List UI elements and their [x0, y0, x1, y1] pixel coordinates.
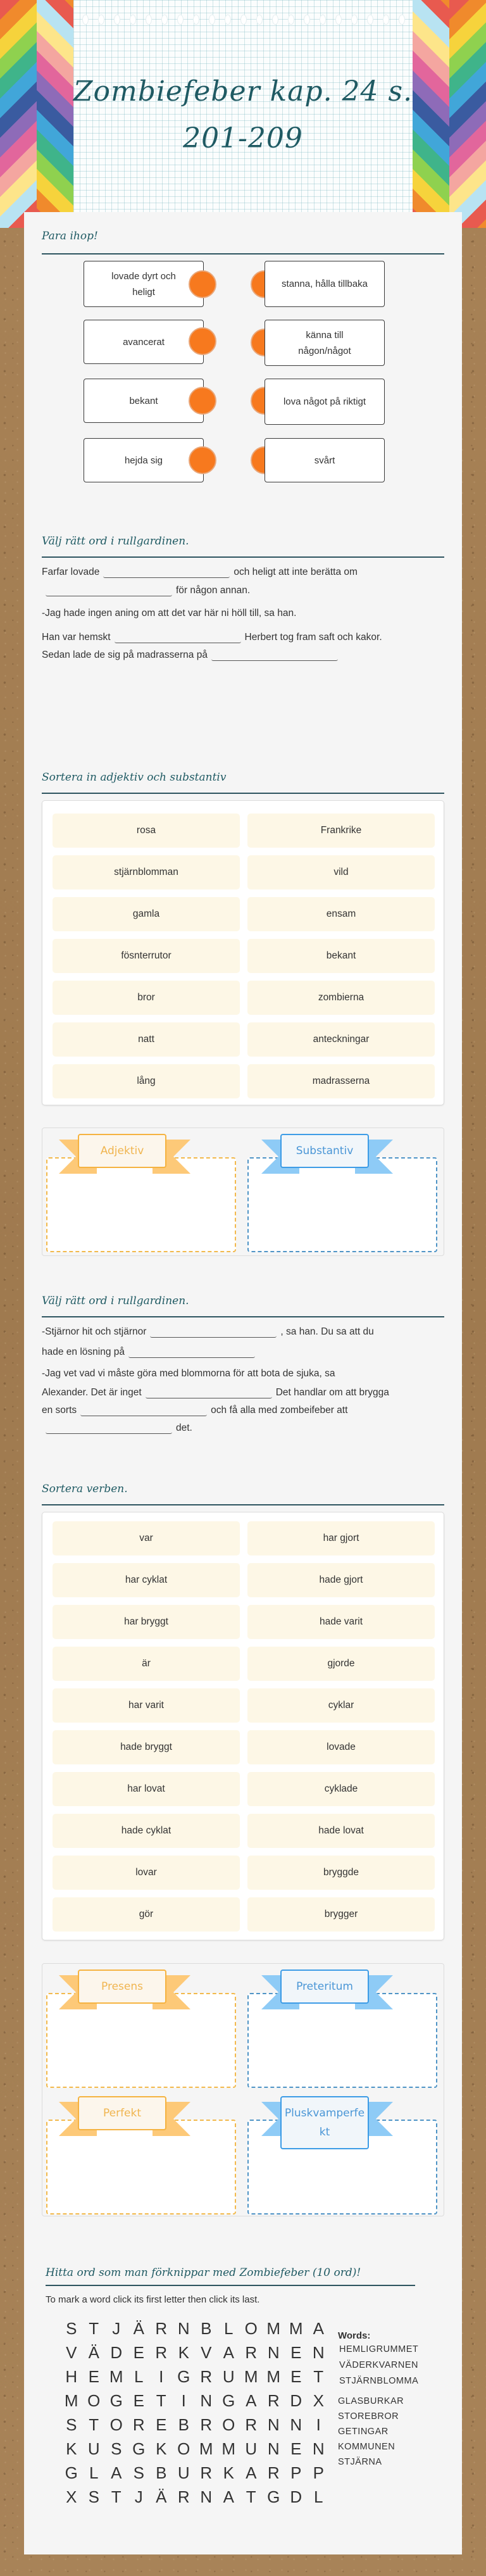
draggable-tile[interactable]: hade bryggt: [53, 1730, 240, 1764]
match-connector-dot[interactable]: [189, 446, 216, 474]
cloze2-title: Välj rätt ord i rullgardinen.: [42, 1295, 189, 1307]
draggable-tile[interactable]: har cyklat: [53, 1563, 240, 1597]
wordsearch-letter[interactable]: G: [177, 2367, 190, 2386]
wordsearch-letter[interactable]: N: [200, 2487, 213, 2506]
wordsearch-letter[interactable]: G: [222, 2391, 235, 2410]
dropdown-blank[interactable]: [211, 650, 338, 661]
wordsearch-letter[interactable]: R: [200, 2367, 213, 2386]
word-list-item: STJÄRNA: [338, 2457, 382, 2467]
dropdown-blank[interactable]: [46, 585, 172, 596]
wordsearch-letter[interactable]: R: [155, 2343, 168, 2362]
sort1-title: Sortera in adjektiv och substantiv: [42, 771, 227, 784]
dropdown-blank[interactable]: [80, 1405, 207, 1416]
draggable-tile[interactable]: stjärnblomman: [53, 855, 240, 889]
wordsearch-letter[interactable]: H: [65, 2367, 78, 2386]
wordsearch-letter[interactable]: O: [177, 2439, 190, 2458]
wordsearch-letter[interactable]: D: [290, 2391, 302, 2410]
section-divider: [46, 2285, 415, 2286]
match-connector-dot[interactable]: [189, 327, 216, 355]
section-divider: [42, 1504, 444, 1505]
section-divider: [42, 793, 444, 794]
wordsearch-letter[interactable]: D: [110, 2343, 123, 2362]
word-list-item: HEMLIGRUMMET: [339, 2344, 419, 2354]
dropdown-blank[interactable]: [103, 567, 230, 578]
words-list-title: Words:: [338, 2330, 371, 2341]
bin-label-perfekt: Perfekt: [78, 2096, 166, 2130]
draggable-tile[interactable]: anteckningar: [247, 1022, 435, 1057]
sort2-title: Sortera verben.: [42, 1483, 128, 1495]
wordsearch-letter[interactable]: G: [267, 2487, 280, 2506]
wordsearch-letter[interactable]: E: [133, 2391, 144, 2410]
wordsearch-letter[interactable]: N: [290, 2415, 302, 2434]
wordsearch-letter[interactable]: L: [224, 2319, 234, 2338]
wordsearch-letter[interactable]: K: [223, 2463, 234, 2482]
sort2-tile-container: [42, 1512, 444, 1940]
wordsearch-letter[interactable]: E: [290, 2343, 302, 2362]
wordsearch-letter[interactable]: T: [89, 2415, 99, 2434]
wordsearch-letter[interactable]: L: [314, 2487, 323, 2506]
wordsearch-letter[interactable]: S: [66, 2415, 77, 2434]
wordsearch-letter[interactable]: U: [222, 2367, 235, 2386]
wordsearch-letter[interactable]: S: [88, 2487, 99, 2506]
match-left-item[interactable]: hejda sig: [84, 438, 204, 482]
bin-label-presens: Presens: [78, 1970, 166, 2004]
word-list-item: STOREBROR: [338, 2411, 399, 2422]
wordsearch-letter[interactable]: A: [313, 2319, 324, 2338]
draggable-tile[interactable]: hade varit: [247, 1605, 435, 1639]
draggable-tile[interactable]: hade lovat: [247, 1814, 435, 1848]
wordsearch-letter[interactable]: O: [244, 2319, 258, 2338]
cloze1-line: Han var hemskt Herbert tog fram saft och kakor.: [42, 632, 382, 643]
sort1-bins-container: [42, 1128, 444, 1256]
wordsearch-letter[interactable]: S: [133, 2463, 144, 2482]
match-connector-dot[interactable]: [189, 270, 216, 298]
match-left-item[interactable]: lovade dyrt och heligt: [84, 261, 204, 307]
wordsearch-letter[interactable]: R: [267, 2391, 280, 2410]
wordsearch-letter[interactable]: M: [289, 2319, 303, 2338]
bin-label-substantiv: Substantiv: [280, 1134, 369, 1168]
match-section-title: Para ihop!: [42, 230, 98, 242]
draggable-tile[interactable]: zombierna: [247, 981, 435, 1015]
wordsearch-letter[interactable]: Ä: [88, 2343, 99, 2362]
wordsearch-letter[interactable]: N: [267, 2439, 280, 2458]
wordsearch-letter[interactable]: M: [64, 2391, 78, 2410]
wordsearch-letter[interactable]: Ä: [133, 2319, 144, 2338]
draggable-tile[interactable]: bryggde: [247, 1856, 435, 1890]
word-list-item: KOMMUNEN: [338, 2442, 396, 2452]
wordsearch-letter[interactable]: U: [245, 2439, 258, 2458]
sort2-bins-container: [42, 1963, 444, 2216]
wordsearch-letter[interactable]: K: [178, 2343, 189, 2362]
wordsearch-letter[interactable]: R: [155, 2319, 168, 2338]
wordsearch-letter[interactable]: O: [222, 2415, 235, 2434]
dropdown-blank[interactable]: [46, 1423, 172, 1434]
wordsearch-letter[interactable]: X: [66, 2487, 77, 2506]
wordsearch-letter[interactable]: T: [156, 2391, 166, 2410]
wordsearch-letter[interactable]: N: [200, 2391, 213, 2410]
draggable-tile[interactable]: var: [53, 1521, 240, 1555]
draggable-tile[interactable]: lovade: [247, 1730, 435, 1764]
draggable-tile[interactable]: bror: [53, 981, 240, 1015]
draggable-tile[interactable]: Frankrike: [247, 814, 435, 848]
section-divider: [42, 253, 444, 254]
wordsearch-letter[interactable]: S: [111, 2439, 122, 2458]
wordsearch-letter[interactable]: I: [159, 2367, 164, 2386]
wordsearch-letter[interactable]: E: [290, 2367, 302, 2386]
draggable-tile[interactable]: madrasserna: [247, 1064, 435, 1098]
wordsearch-letter[interactable]: J: [112, 2319, 121, 2338]
draggable-tile[interactable]: har varit: [53, 1688, 240, 1723]
wordsearch-letter[interactable]: K: [66, 2439, 77, 2458]
worksheet-panel: [24, 212, 462, 2554]
wordsearch-letter[interactable]: B: [156, 2463, 167, 2482]
notebook-holes-top: [82, 15, 405, 25]
cloze1-line: -Jag hade ingen aning om att det var här ni höll till, sa han.: [42, 608, 297, 619]
draggable-tile[interactable]: cyklar: [247, 1688, 435, 1723]
wordsearch-letter[interactable]: V: [201, 2343, 212, 2362]
draggable-tile[interactable]: lång: [53, 1064, 240, 1098]
wordsearch-letter[interactable]: M: [109, 2367, 123, 2386]
wordsearch-letter[interactable]: J: [134, 2487, 143, 2506]
section-divider: [42, 1316, 444, 1317]
wordsearch-letter[interactable]: G: [109, 2391, 123, 2410]
match-left-item[interactable]: avancerat: [84, 320, 204, 364]
match-right-item[interactable]: svårt: [265, 438, 385, 482]
draggable-tile[interactable]: gör: [53, 1897, 240, 1932]
dropdown-blank[interactable]: [128, 1347, 255, 1358]
sort1-tile-container: [42, 800, 444, 1105]
draggable-tile[interactable]: har bryggt: [53, 1605, 240, 1639]
wordsearch-letter[interactable]: M: [266, 2319, 281, 2338]
wordsearch-letter[interactable]: I: [181, 2391, 186, 2410]
wordsearch-letter[interactable]: M: [266, 2367, 281, 2386]
cloze2-line: det.: [46, 1423, 192, 1434]
bin-label-preteritum: Preteritum: [280, 1970, 369, 2004]
wordsearch-letter[interactable]: S: [66, 2319, 77, 2338]
draggable-tile[interactable]: natt: [53, 1022, 240, 1057]
draggable-tile[interactable]: bekant: [247, 939, 435, 973]
bin-label-pluskvamperfekt: Pluskvamperfekt: [280, 2096, 369, 2149]
draggable-tile[interactable]: vild: [247, 855, 435, 889]
word-list-item: GLASBURKAR: [338, 2396, 404, 2406]
wordsearch-letter[interactable]: N: [177, 2319, 190, 2338]
section-divider: [42, 556, 444, 558]
wordsearch-letter[interactable]: G: [132, 2439, 146, 2458]
draggable-tile[interactable]: fösnterrutor: [53, 939, 240, 973]
match-right-item[interactable]: lova något på riktigt: [265, 379, 385, 425]
wordsearch-letter[interactable]: T: [89, 2319, 99, 2338]
wordsearch-letter[interactable]: P: [313, 2463, 324, 2482]
wordsearch-letter[interactable]: R: [245, 2415, 258, 2434]
wordsearch-letter[interactable]: G: [65, 2463, 78, 2482]
cloze1-line: för någon annan.: [46, 585, 250, 596]
wordsearch-letter[interactable]: U: [87, 2439, 100, 2458]
wordsearch-title: Hitta ord som man förknippar med Zombiefeber (10 ord)!: [46, 2266, 361, 2279]
title-line-2: 201-209: [183, 122, 303, 154]
page-title: [25, 68, 461, 162]
draggable-tile[interactable]: ensam: [247, 897, 435, 931]
wordsearch-letter[interactable]: E: [156, 2415, 167, 2434]
wordsearch-instructions: To mark a word click its first letter then click its last.: [46, 2294, 260, 2305]
wordsearch-letter[interactable]: M: [244, 2367, 258, 2386]
wordsearch-letter[interactable]: N: [312, 2439, 325, 2458]
word-list-item: STJÄRNBLOMMA: [339, 2376, 419, 2386]
wordsearch-letter[interactable]: A: [246, 2463, 257, 2482]
dropdown-blank[interactable]: [150, 1326, 277, 1338]
wordsearch-letter[interactable]: P: [290, 2463, 302, 2482]
wordsearch-letter[interactable]: N: [312, 2343, 325, 2362]
dropdown-blank[interactable]: [146, 1387, 272, 1398]
wordsearch-letter[interactable]: O: [87, 2391, 101, 2410]
match-right-item[interactable]: stanna, hålla tillbaka: [265, 261, 385, 307]
wordsearch-letter[interactable]: R: [245, 2343, 258, 2362]
wordsearch-letter[interactable]: A: [111, 2463, 122, 2482]
cloze2-line: hade en lösning på: [42, 1347, 259, 1358]
cloze1-line: Sedan lade de sig på madrasserna på: [42, 650, 342, 661]
wordsearch-letter[interactable]: K: [156, 2439, 167, 2458]
draggable-tile[interactable]: rosa: [53, 814, 240, 848]
cloze2-line: -Stjärnor hit och stjärnor , sa han. Du sa att du: [42, 1326, 374, 1337]
wordsearch-letter[interactable]: L: [134, 2367, 144, 2386]
draggable-tile[interactable]: cyklade: [247, 1772, 435, 1806]
match-left-item[interactable]: bekant: [84, 379, 204, 423]
draggable-tile[interactable]: hade gjort: [247, 1563, 435, 1597]
wordsearch-letter[interactable]: R: [267, 2463, 280, 2482]
title-line-1: Zombiefeber kap. 24 s.: [73, 75, 413, 108]
wordsearch-letter[interactable]: E: [88, 2367, 99, 2386]
match-right-item[interactable]: känna till någon/något: [265, 320, 385, 366]
wordsearch-letter[interactable]: I: [316, 2415, 321, 2434]
wordsearch-letter[interactable]: A: [223, 2487, 234, 2506]
wordsearch-letter[interactable]: B: [201, 2319, 212, 2338]
wordsearch-letter[interactable]: T: [246, 2487, 256, 2506]
wordsearch-letter[interactable]: E: [133, 2343, 144, 2362]
wordsearch-letter[interactable]: R: [177, 2487, 190, 2506]
bin-label-adjektiv: Adjektiv: [78, 1134, 166, 1168]
header-banner: [0, 0, 486, 228]
wordsearch-letter[interactable]: L: [89, 2463, 99, 2482]
cloze1-title: Välj rätt ord i rullgardinen.: [42, 535, 189, 548]
wordsearch-letter[interactable]: D: [290, 2487, 302, 2506]
word-list-item: GETINGAR: [338, 2427, 389, 2437]
wordsearch-letter[interactable]: R: [132, 2415, 145, 2434]
wordsearch-letter[interactable]: O: [109, 2415, 123, 2434]
wordsearch-letter[interactable]: V: [66, 2343, 77, 2362]
match-connector-dot[interactable]: [189, 387, 216, 415]
wordsearch-letter[interactable]: A: [246, 2391, 257, 2410]
cloze1-line: Farfar lovade och heligt att inte berätta om: [42, 567, 358, 577]
wordsearch-letter[interactable]: T: [111, 2487, 122, 2506]
wordsearch-letter[interactable]: A: [223, 2343, 234, 2362]
wordsearch-letter[interactable]: R: [200, 2415, 213, 2434]
word-list-item: VÄDERKVARNEN: [339, 2360, 418, 2370]
wordsearch-letter[interactable]: E: [290, 2439, 302, 2458]
wordsearch-letter[interactable]: B: [178, 2415, 189, 2434]
draggable-tile[interactable]: brygger: [247, 1897, 435, 1932]
draggable-tile[interactable]: lovar: [53, 1856, 240, 1890]
wordsearch-letter[interactable]: R: [200, 2463, 213, 2482]
wordsearch-letter[interactable]: X: [313, 2391, 324, 2410]
draggable-tile[interactable]: har gjort: [247, 1521, 435, 1555]
dropdown-blank[interactable]: [115, 632, 241, 643]
wordsearch-letter[interactable]: M: [221, 2439, 236, 2458]
draggable-tile[interactable]: är: [53, 1647, 240, 1681]
draggable-tile[interactable]: har lovat: [53, 1772, 240, 1806]
wordsearch-letter[interactable]: M: [199, 2439, 213, 2458]
wordsearch-letter[interactable]: T: [313, 2367, 324, 2386]
cloze2-line: en sorts och få alla med zombeifeber att: [42, 1405, 348, 1416]
wordsearch-letter[interactable]: N: [267, 2415, 280, 2434]
wordsearch-grid[interactable]: [60, 2316, 330, 2509]
cloze2-line: Alexander. Det är inget Det handlar om att brygga: [42, 1387, 389, 1398]
draggable-tile[interactable]: gamla: [53, 897, 240, 931]
wordsearch-letter[interactable]: Ä: [156, 2487, 167, 2506]
wordsearch-letter[interactable]: N: [267, 2343, 280, 2362]
cloze2-line: -Jag vet vad vi måste göra med blommorna för att bota de sjuka, sa: [42, 1368, 335, 1379]
wordsearch-letter[interactable]: U: [177, 2463, 190, 2482]
draggable-tile[interactable]: gjorde: [247, 1647, 435, 1681]
draggable-tile[interactable]: hade cyklat: [53, 1814, 240, 1848]
